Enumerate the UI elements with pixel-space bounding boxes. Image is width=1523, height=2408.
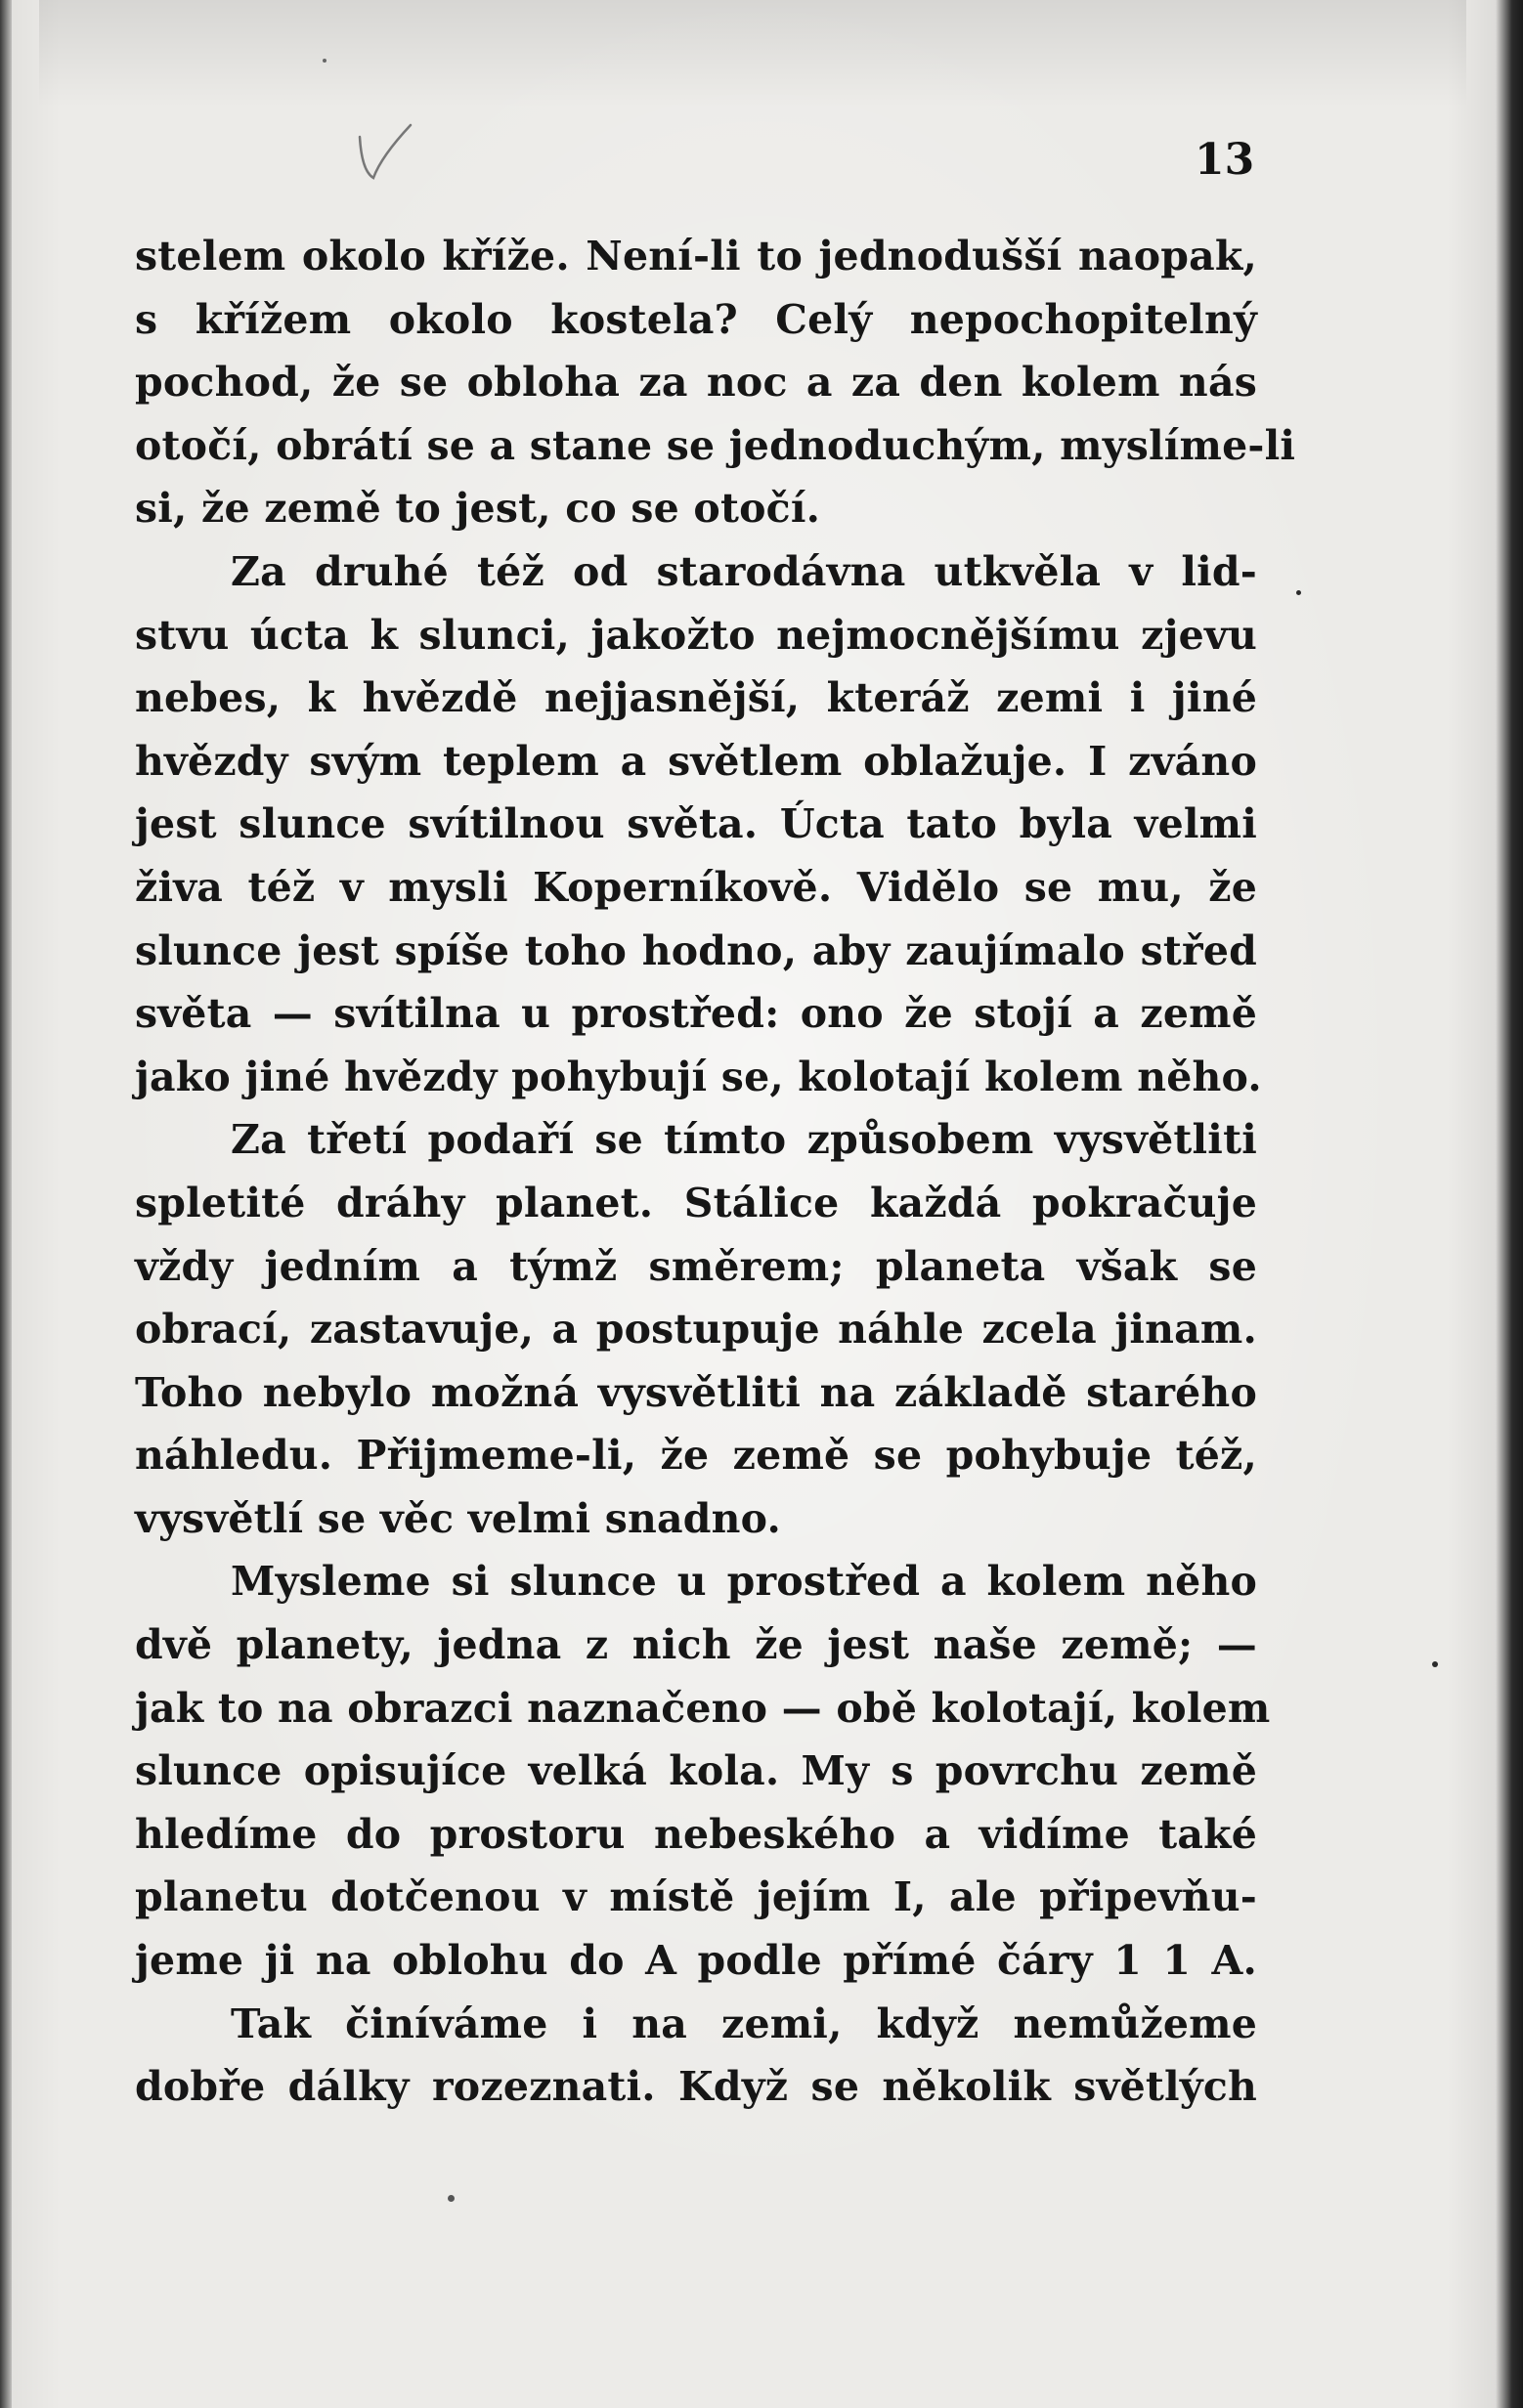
text-line: Za druhé též od starodávna utkvěla v lid- — [231, 547, 1257, 595]
ink-speck — [1432, 1661, 1438, 1667]
text-line: náhledu. Přijmeme-li, že země se pohybuje též, — [135, 1432, 1257, 1480]
text-line: jeme ji na oblohu do A podle přímé čáry 1 1 A. — [135, 1937, 1257, 1985]
text-line: hvězdy svým teplem a světlem oblažuje. I zváno — [135, 737, 1257, 785]
text-line: Toho nebylo možná vysvětliti na základě starého — [135, 1368, 1257, 1416]
text-line: Mysleme si slunce u prostřed a kolem něho — [231, 1558, 1257, 1606]
text-line: stelem okolo kříže. Není-li to jednodušší naopak, — [135, 233, 1257, 280]
ink-speck — [323, 59, 326, 63]
text-line: nebes, k hvězdě nejjasnější, kteráž zemi i jiné — [135, 674, 1257, 722]
text-line: jest slunce svítilnou světa. Úcta tato byla velmi — [135, 800, 1257, 848]
text-line: spletité dráhy planet. Stálice každá pokračuje — [135, 1179, 1257, 1226]
text-line: slunce jest spíše toho hodno, aby zaujímalo střed — [135, 926, 1257, 974]
text-line: planetu dotčenou v místě jejím I, ale připevňu- — [135, 1873, 1257, 1921]
text-line: dvě planety, jedna z nich že jest naše země; — — [135, 1621, 1257, 1669]
page-right-edge — [1496, 0, 1523, 2408]
ink-speck — [1296, 590, 1301, 595]
page-left-edge — [0, 0, 12, 2408]
text-line: hledíme do prostoru nebeského a vidíme také — [135, 1810, 1257, 1858]
text-line: jak to na obrazci naznačeno — obě kolotají, kolem — [135, 1684, 1271, 1732]
text-line: si, že země to jest, co se otočí. — [135, 485, 821, 533]
text-line: vždy jedním a týmž směrem; planeta však se — [135, 1242, 1257, 1290]
text-line: světa — svítilna u prostřed: ono že stojí a země — [135, 990, 1257, 1038]
text-line: vysvětlí se věc velmi snadno. — [135, 1494, 781, 1542]
page-top-smudge — [39, 0, 1466, 108]
text-line: jako jiné hvězdy pohybují se, kolotají kolem něho. — [135, 1053, 1262, 1100]
text-line: Tak činíváme i na zemi, když nemůžeme — [231, 2000, 1257, 2047]
text-line: Za třetí podaří se tímto způsobem vysvětliti — [231, 1116, 1257, 1164]
text-line: dobře dálky rozeznati. Když se několik světlých — [135, 2063, 1257, 2111]
text-line: slunce opisujíce velká kola. My s povrchu země — [135, 1747, 1257, 1795]
text-line: otočí, obrátí se a stane se jednoduchým, myslíme-li — [135, 421, 1296, 469]
body-text — [135, 225, 1296, 2119]
text-line: stvu úcta k slunci, jakožto nejmocnějšímu zjevu — [135, 611, 1257, 659]
page-number: 13 — [1195, 135, 1255, 185]
text-line: živa též v mysli Koperníkově. Vidělo se mu, že — [135, 863, 1257, 911]
text-line: s křížem okolo kostela? Celý nepochopitelný — [135, 295, 1257, 343]
text-line: pochod, že se obloha za noc a za den kolem nás — [135, 359, 1257, 407]
pencil-check-mark — [352, 117, 420, 195]
text-line: obrací, zastavuje, a postupuje náhle zcela jinam. — [135, 1306, 1257, 1354]
ink-speck — [448, 2195, 455, 2202]
